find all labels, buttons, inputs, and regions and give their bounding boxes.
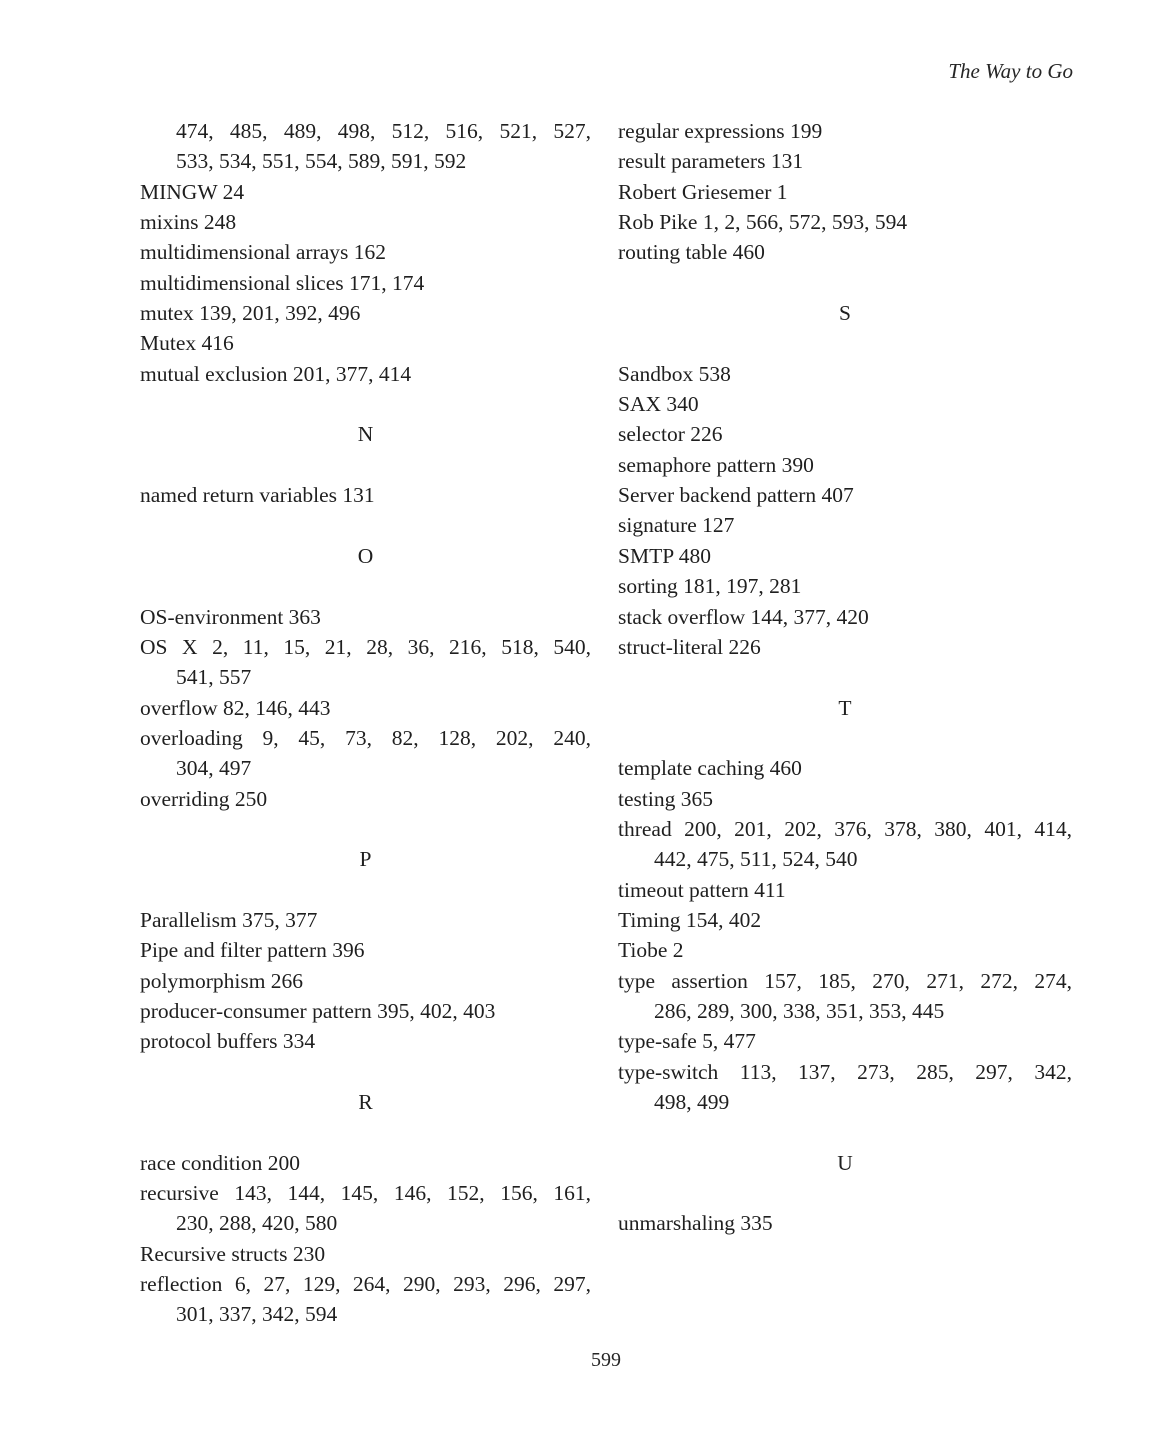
spacer bbox=[140, 571, 591, 601]
spacer bbox=[618, 328, 1072, 358]
index-entry: routing table 460 bbox=[618, 240, 765, 265]
index-column-left bbox=[140, 116, 591, 1330]
section-heading: S bbox=[839, 301, 851, 326]
index-entry: protocol buffers 334 bbox=[140, 1029, 316, 1054]
index-entry: mutual exclusion 201, 377, 414 bbox=[140, 361, 412, 386]
index-entry: type assertion 157, 185, 270, 271, 272, 274, bbox=[618, 968, 1072, 993]
index-entry: OS-environment 363 bbox=[140, 604, 321, 629]
index-entry: Recursive structs 230 bbox=[140, 1241, 326, 1266]
index-entry: selector 226 bbox=[618, 422, 723, 447]
section-heading: N bbox=[357, 422, 374, 447]
spacer bbox=[618, 723, 1072, 753]
section-heading: O bbox=[357, 543, 374, 568]
index-entry: MINGW 24 bbox=[140, 179, 245, 204]
index-entry: Tiobe 2 bbox=[618, 938, 684, 963]
index-entry: mutex 139, 201, 392, 496 bbox=[140, 301, 361, 326]
index-entry-continuation: 498, 499 bbox=[654, 1090, 730, 1114]
index-entry: race condition 200 bbox=[140, 1150, 301, 1175]
index-entry: type-safe 5, 477 bbox=[618, 1029, 756, 1054]
index-entry-continuation: 230, 288, 420, 580 bbox=[176, 1211, 338, 1236]
index-entry: producer-consumer pattern 395, 402, 403 bbox=[140, 998, 496, 1023]
index-entry: OS X 2, 11, 15, 21, 28, 36, 216, 518, 540, bbox=[140, 634, 591, 659]
spacer bbox=[618, 1117, 1072, 1147]
index-entry: recursive 143, 144, 145, 146, 152, 156, 161, bbox=[140, 1181, 591, 1206]
index-entry: named return variables 131 bbox=[140, 483, 375, 508]
index-entry: testing 365 bbox=[618, 786, 713, 811]
index-entry: SAX 340 bbox=[618, 392, 699, 417]
index-entry: struct-literal 226 bbox=[618, 634, 761, 659]
index-entry: signature 127 bbox=[618, 513, 735, 538]
running-header-title: The Way to Go bbox=[948, 59, 1073, 83]
index-entry: multidimensional slices 171, 174 bbox=[140, 270, 425, 295]
index-entry-continuation: 474, 485, 489, 498, 512, 516, 521, 527, bbox=[176, 119, 591, 143]
spacer bbox=[140, 389, 591, 419]
index-entry: stack overflow 144, 377, 420 bbox=[618, 604, 869, 629]
section-heading: R bbox=[358, 1090, 373, 1114]
spacer bbox=[140, 1057, 591, 1087]
index-column-right bbox=[618, 116, 1072, 1239]
index-entry: Robert Griesemer 1 bbox=[618, 179, 788, 204]
spacer bbox=[140, 814, 591, 844]
page-number: 599 bbox=[591, 1349, 621, 1371]
index-entry: Server backend pattern 407 bbox=[618, 483, 854, 508]
section-heading: U bbox=[837, 1150, 853, 1175]
index-entry-continuation: 541, 557 bbox=[176, 665, 252, 690]
index-entry: mixins 248 bbox=[140, 210, 237, 235]
index-entry: overloading 9, 45, 73, 82, 128, 202, 240, bbox=[140, 725, 591, 750]
index-entry: template caching 460 bbox=[618, 756, 802, 781]
index-entry: Mutex 416 bbox=[140, 331, 234, 356]
index-entry: semaphore pattern 390 bbox=[618, 452, 814, 477]
index-entry: Parallelism 375, 377 bbox=[140, 907, 318, 932]
index-entry: reflection 6, 27, 129, 264, 290, 293, 296, 297, bbox=[140, 1272, 591, 1297]
index-entry: multidimensional arrays 162 bbox=[140, 240, 387, 265]
spacer bbox=[618, 1178, 1072, 1208]
index-entry-continuation: 533, 534, 551, 554, 589, 591, 592 bbox=[176, 149, 467, 174]
index-entry: Pipe and filter pattern 396 bbox=[140, 938, 365, 963]
spacer bbox=[140, 450, 591, 480]
spacer bbox=[618, 662, 1072, 692]
index-entry-continuation: 301, 337, 342, 594 bbox=[176, 1302, 338, 1327]
index-entry-continuation: 442, 475, 511, 524, 540 bbox=[654, 847, 858, 872]
index-entry: regular expressions 199 bbox=[618, 119, 823, 143]
index-entry: overflow 82, 146, 443 bbox=[140, 695, 331, 720]
index-entry: unmarshaling 335 bbox=[618, 1211, 773, 1236]
index-entry: Sandbox 538 bbox=[618, 361, 731, 386]
index-entry: Rob Pike 1, 2, 566, 572, 593, 594 bbox=[618, 210, 908, 235]
index-entry: thread 200, 201, 202, 376, 378, 380, 401, 414, bbox=[618, 816, 1072, 841]
spacer bbox=[618, 268, 1072, 298]
index-entry: type-switch 113, 137, 273, 285, 297, 342, bbox=[618, 1059, 1072, 1084]
index-entry: SMTP 480 bbox=[618, 543, 711, 568]
section-heading: T bbox=[838, 695, 852, 720]
index-entry: overriding 250 bbox=[140, 786, 268, 811]
index-entry-continuation: 286, 289, 300, 338, 351, 353, 445 bbox=[654, 998, 945, 1023]
index-entry: Timing 154, 402 bbox=[618, 907, 762, 932]
spacer bbox=[140, 510, 591, 540]
index-entry: timeout pattern 411 bbox=[618, 877, 786, 902]
section-heading: P bbox=[359, 847, 372, 872]
spacer bbox=[140, 1117, 591, 1147]
index-entry-continuation: 304, 497 bbox=[176, 756, 252, 781]
index-entry: polymorphism 266 bbox=[140, 968, 304, 993]
index-entry: result parameters 131 bbox=[618, 149, 804, 174]
spacer bbox=[140, 875, 591, 905]
index-entry: sorting 181, 197, 281 bbox=[618, 574, 802, 599]
